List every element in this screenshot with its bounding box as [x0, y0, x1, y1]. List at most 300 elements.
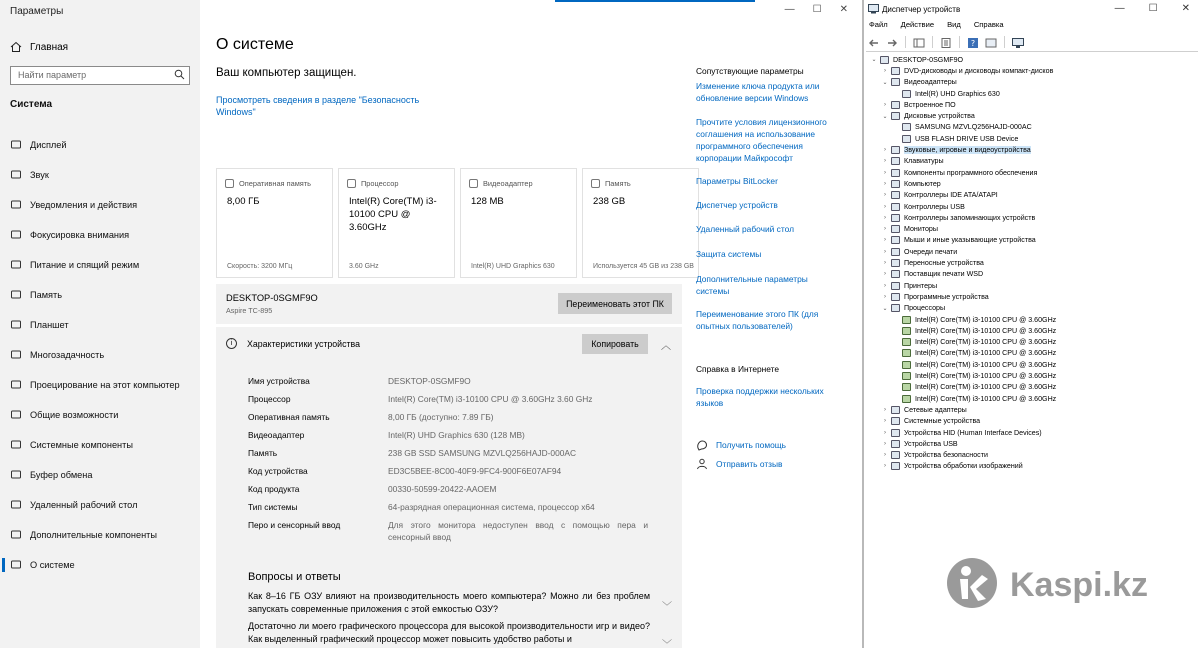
- sidebar-item-label: Фокусировка внимания: [30, 230, 130, 240]
- device-tree-node[interactable]: [892, 393, 1056, 404]
- device-tree-label: USB FLASH DRIVE USB Device: [915, 134, 1019, 143]
- device-tree-label: Очереди печати: [904, 247, 958, 256]
- device-tree-label: Компоненты программного обеспечения: [904, 168, 1038, 177]
- spec-value: Intel(R) Core(TM) i3-10100 CPU @ 3.60GHz 3.60 GHz: [388, 394, 593, 404]
- display-icon: [10, 139, 22, 151]
- related-link[interactable]: Изменение ключа продукта или обновление версии Windows: [696, 81, 820, 103]
- device-tree-label: Intel(R) Core(TM) i3-10100 CPU @ 3.60GHz: [915, 349, 1057, 358]
- help-icon: [696, 439, 708, 451]
- storage-controller-icon: [891, 214, 900, 222]
- spec-key: Код устройства: [248, 466, 308, 476]
- device-tree-label: Intel(R) Core(TM) i3-10100 CPU @ 3.60GHz: [915, 372, 1057, 381]
- device-tree-node[interactable]: [881, 246, 957, 257]
- properties-icon[interactable]: [939, 36, 953, 48]
- maximize-icon[interactable]: ☐: [1148, 3, 1158, 14]
- device-tree-node[interactable]: [881, 111, 975, 122]
- sidebar-item[interactable]: [0, 160, 200, 190]
- device-tree-label: DESKTOP-0SGMF9O: [893, 55, 964, 64]
- device-tree-node[interactable]: [881, 291, 989, 302]
- sidebar-item-label: Проецирование на этот компьютер: [30, 380, 180, 390]
- toolbar-separator: [905, 36, 906, 48]
- menu-help[interactable]: Справка: [973, 20, 1004, 29]
- shared-experiences-icon: [10, 409, 22, 421]
- device-tree-label: DVD-дисководы и дисководы компакт-дисков: [904, 66, 1054, 75]
- maximize-icon[interactable]: ☐: [812, 4, 822, 15]
- minimize-icon[interactable]: —: [784, 4, 795, 15]
- display-adapter-icon: [902, 90, 911, 98]
- window-controls: [1115, 3, 1190, 14]
- gpu-icon: [469, 179, 478, 188]
- device-tree-node[interactable]: [892, 314, 1056, 325]
- collapsed-arrow-icon[interactable]: ›: [884, 180, 886, 187]
- card-value: 128 MB: [471, 196, 504, 207]
- back-icon[interactable]: [867, 36, 881, 48]
- collapsed-arrow-icon[interactable]: ›: [884, 406, 886, 413]
- sidebar-item[interactable]: [0, 250, 200, 280]
- device-tree-node[interactable]: [892, 382, 1056, 393]
- window-title: Параметры: [10, 6, 64, 17]
- card-value: 238 GB: [593, 196, 626, 207]
- device-manager-toolbar: [864, 33, 1200, 50]
- printer-icon: [891, 282, 900, 290]
- collapsed-arrow-icon[interactable]: ›: [884, 101, 886, 108]
- feedback-icon: [696, 458, 708, 470]
- card-title: Процессор: [361, 179, 399, 188]
- send-feedback-label: Отправить отзыв: [716, 459, 783, 469]
- portable-device-icon: [891, 259, 900, 267]
- collapsed-arrow-icon[interactable]: ›: [884, 463, 886, 470]
- spec-key: Имя устройства: [248, 376, 310, 386]
- system-components-icon: [10, 439, 22, 451]
- spec-value: 238 GB SSD SAMSUNG MZVLQ256HAJD-000AC: [388, 448, 577, 458]
- close-icon[interactable]: ✕: [839, 4, 848, 15]
- device-tree-label: Программные устройства: [904, 292, 989, 301]
- related-heading: Сопутствующие параметры: [696, 66, 804, 76]
- processor-icon: [902, 372, 911, 380]
- spec-value: Intel(R) UHD Graphics 630 (128 MB): [388, 430, 525, 440]
- software-component-icon: [891, 169, 900, 177]
- sidebar-item[interactable]: [0, 400, 200, 430]
- processor-icon: [891, 304, 900, 312]
- display-adapter-icon: [891, 78, 900, 86]
- spec-value: Для этого монитора недоступен ввод с помощью пера и сенсорный ввод: [388, 520, 648, 542]
- device-tree-label: Процессоры: [904, 304, 946, 313]
- device-tree-label: Intel(R) Core(TM) i3-10100 CPU @ 3.60GHz: [915, 326, 1057, 335]
- web-help-link[interactable]: Проверка поддержки нескольких языков: [696, 386, 824, 408]
- device-tree-node[interactable]: [881, 450, 988, 461]
- processor-icon: [902, 327, 911, 335]
- sidebar-item[interactable]: [0, 310, 200, 340]
- device-tree-node[interactable]: [892, 325, 1056, 336]
- device-manager-title: Диспетчер устройств: [882, 5, 961, 14]
- device-tree-label: Сетевые адаптеры: [904, 405, 967, 414]
- faq-question[interactable]: Достаточно ли моего графического процессора для высокой производительности игр и видео? Как выделенный графический процессор может повысить удобство работы и: [248, 621, 650, 644]
- device-tree-label: Устройства безопасности: [904, 451, 988, 460]
- svg-text:?: ?: [970, 38, 976, 48]
- remote-desktop-icon: [10, 499, 22, 511]
- device-tree-label: Intel(R) Core(TM) i3-10100 CPU @ 3.60GHz: [915, 360, 1057, 369]
- settings-main: [200, 0, 862, 648]
- ram-icon: [225, 179, 234, 188]
- device-tree-node[interactable]: [892, 337, 1056, 348]
- sound-icon: [10, 169, 22, 181]
- about-icon: [10, 559, 22, 571]
- sidebar-item-label: Буфер обмена: [30, 470, 93, 480]
- collapsed-arrow-icon[interactable]: ›: [884, 271, 886, 278]
- info-icon: i: [226, 338, 237, 349]
- collapsed-arrow-icon[interactable]: ›: [884, 452, 886, 459]
- hid-icon: [891, 429, 900, 437]
- collapsed-arrow-icon[interactable]: ›: [884, 67, 886, 74]
- card-ram: [216, 168, 333, 278]
- device-tree-label: Intel(R) Core(TM) i3-10100 CPU @ 3.60GHz: [915, 394, 1057, 403]
- sidebar-item[interactable]: [0, 490, 200, 520]
- get-help-label: Получить помощь: [716, 440, 786, 450]
- menu-view[interactable]: Вид: [947, 20, 961, 29]
- sidebar-item-label: О системе: [30, 560, 75, 570]
- card-title: Оперативная память: [239, 179, 312, 188]
- spec-key: Оперативная память: [248, 412, 330, 422]
- disk-icon: [591, 179, 600, 188]
- spec-key: Процессор: [248, 394, 291, 404]
- mouse-icon: [891, 236, 900, 244]
- sidebar-item-label: Многозадачность: [30, 350, 105, 360]
- usb-device-icon: [891, 440, 900, 448]
- device-tree-node[interactable]: [881, 190, 998, 201]
- kaspi-watermark: [946, 557, 1176, 613]
- software-device-icon: [891, 293, 900, 301]
- device-tree-label: Дисковые устройства: [904, 112, 975, 121]
- focus-assist-icon: [10, 229, 22, 241]
- rename-pc-button[interactable]: Переименовать этот ПК: [558, 293, 672, 314]
- collapsed-arrow-icon[interactable]: ›: [884, 169, 886, 176]
- device-tree-node[interactable]: [881, 235, 1036, 246]
- card-value: 8,00 ГБ: [227, 196, 260, 207]
- kaspi-logo-icon: [946, 557, 998, 614]
- device-tree-node[interactable]: [881, 65, 1053, 76]
- device-tree-label: Контроллеры USB: [904, 202, 965, 211]
- device-specs-header[interactable]: [216, 327, 682, 362]
- disk-drive-icon: [902, 123, 911, 131]
- device-tree-node[interactable]: [881, 280, 937, 291]
- expanded-arrow-icon[interactable]: ⌄: [882, 113, 888, 120]
- device-tree-node[interactable]: [892, 370, 1056, 381]
- device-tree-label: Переносные устройства: [904, 259, 984, 268]
- spec-value: 64-разрядная операционная система, процессор x64: [388, 502, 595, 512]
- toolbar-separator: [932, 36, 933, 48]
- device-tree-label: Мыши и иные указывающие устройства: [904, 236, 1036, 245]
- sidebar-item[interactable]: [0, 550, 200, 580]
- device-tree-node[interactable]: [892, 88, 1000, 99]
- device-specs-title: Характеристики устройства: [247, 339, 360, 349]
- device-tree-node[interactable]: [881, 201, 965, 212]
- chevron-up-icon[interactable]: ︿: [661, 341, 671, 352]
- device-tree-label: Клавиатуры: [904, 157, 944, 166]
- forward-icon[interactable]: [885, 36, 899, 48]
- spec-value: 8,00 ГБ (доступно: 7.89 ГБ): [388, 412, 494, 422]
- card-sub: Скорость: 3200 МГц: [227, 262, 293, 270]
- disk-drive-icon: [891, 112, 900, 120]
- related-link[interactable]: Удаленный рабочий стол: [696, 224, 794, 234]
- security-details-link[interactable]: Просмотреть сведения в разделе "Безопасность Windows": [216, 95, 420, 117]
- sidebar-item-label: Питание и спящий режим: [30, 260, 140, 270]
- processor-icon: [902, 361, 911, 369]
- sidebar-item[interactable]: [0, 190, 200, 220]
- collapsed-arrow-icon[interactable]: ›: [884, 293, 886, 300]
- spec-value: ED3C5BEE-8C00-40F9-9FC4-900F6E07AF94: [388, 466, 562, 476]
- card-title: Видеоадаптер: [483, 179, 533, 188]
- related-link[interactable]: Дополнительные параметры системы: [696, 274, 808, 296]
- device-tree-node[interactable]: [881, 416, 980, 427]
- menu-action[interactable]: Действие: [900, 20, 935, 29]
- device-tree-node[interactable]: [892, 359, 1056, 370]
- search-input[interactable]: [10, 66, 190, 85]
- sound-device-icon: [891, 146, 900, 154]
- menu-file[interactable]: Файл: [869, 20, 888, 29]
- nav-section-title: Система: [10, 99, 53, 110]
- sidebar-item-label: Дополнительные компоненты: [30, 530, 157, 540]
- scan-hardware-icon[interactable]: [1011, 36, 1025, 48]
- chevron-down-icon[interactable]: ﹀: [662, 640, 672, 648]
- device-tree-label: Контроллеры IDE ATA/ATAPI: [904, 191, 998, 200]
- monitor-icon: [891, 225, 900, 233]
- sidebar-item[interactable]: [0, 370, 200, 400]
- keyboard-icon: [891, 157, 900, 165]
- card-title: Память: [605, 179, 631, 188]
- device-tree-label: Устройства USB: [904, 439, 958, 448]
- protection-status: Ваш компьютер защищен.: [216, 67, 357, 79]
- device-name-row: [216, 284, 682, 324]
- expanded-arrow-icon[interactable]: ⌄: [882, 79, 888, 86]
- collapsed-arrow-icon[interactable]: ›: [884, 226, 886, 233]
- tablet-icon: [10, 319, 22, 331]
- collapsed-arrow-icon[interactable]: ›: [884, 260, 886, 267]
- device-tree-label: Мониторы: [904, 225, 938, 234]
- help-icon[interactable]: [966, 36, 980, 48]
- sidebar-item-label: Удаленный рабочий стол: [30, 500, 138, 510]
- search-icon[interactable]: [174, 69, 185, 82]
- minimize-icon[interactable]: —: [1114, 3, 1125, 14]
- card-sub: 3.60 GHz: [349, 262, 379, 270]
- clipboard-icon: [10, 469, 22, 481]
- collapsed-arrow-icon[interactable]: ›: [884, 158, 886, 165]
- device-tree-label: SAMSUNG MZVLQ256HAJD-000AC: [915, 123, 1032, 132]
- sidebar-item[interactable]: [0, 340, 200, 370]
- usb-controller-icon: [891, 203, 900, 211]
- home-icon: [10, 41, 22, 53]
- device-tree-node[interactable]: [881, 224, 938, 235]
- computer-icon: [880, 56, 889, 64]
- search-placeholder: Найти параметр: [18, 70, 87, 80]
- device-tree-node[interactable]: [881, 212, 1035, 223]
- chevron-down-icon[interactable]: ﹀: [662, 602, 672, 613]
- processor-icon: [902, 383, 911, 391]
- get-help-link[interactable]: [696, 439, 786, 451]
- device-tree-node[interactable]: [881, 303, 945, 314]
- cpu-icon: [347, 179, 356, 188]
- device-tree-label: Системные устройства: [904, 417, 981, 426]
- multitasking-icon: [10, 349, 22, 361]
- card-cpu: [338, 168, 455, 278]
- toolbar-separator: [1004, 36, 1005, 48]
- toolbar-separator: [959, 36, 960, 48]
- processor-icon: [902, 395, 911, 403]
- send-feedback-link[interactable]: [696, 458, 782, 470]
- device-manager-icon: [868, 4, 879, 14]
- device-tree-label: Контроллеры запоминающих устройств: [904, 213, 1036, 222]
- device-tree-label: Видеоадаптеры: [904, 78, 957, 87]
- related-link[interactable]: Переименование этого ПК (для опытных пользователей): [696, 309, 819, 331]
- faq-heading: Вопросы и ответы: [248, 571, 341, 583]
- sidebar-item-label: Звук: [30, 170, 49, 180]
- spec-cards: [216, 168, 699, 278]
- card-sub: Используется 45 GB из 238 GB: [593, 262, 694, 270]
- computer-icon: [891, 180, 900, 188]
- spec-key: Код продукта: [248, 484, 300, 494]
- device-manager-window: [864, 0, 1200, 648]
- processor-icon: [902, 349, 911, 357]
- imaging-device-icon: [891, 462, 900, 470]
- power-icon: [10, 259, 22, 271]
- card-storage: [582, 168, 699, 278]
- firmware-icon: [891, 101, 900, 109]
- sidebar-item[interactable]: [0, 520, 200, 550]
- device-tree-node[interactable]: [881, 178, 941, 189]
- window-controls: [785, 4, 848, 15]
- device-tree-label: Поставщик печати WSD: [904, 270, 984, 279]
- collapsed-arrow-icon[interactable]: ›: [884, 440, 886, 447]
- device-tree-label: Устройства обработки изображений: [904, 462, 1023, 471]
- collapsed-arrow-icon[interactable]: ›: [884, 147, 886, 154]
- copy-button[interactable]: Копировать: [582, 334, 648, 354]
- show-hide-tree-icon[interactable]: [912, 36, 926, 48]
- network-adapter-icon: [891, 406, 900, 414]
- faq-section: [216, 562, 682, 648]
- sidebar-item-label: Уведомления и действия: [30, 200, 138, 210]
- device-specs-table: [216, 362, 682, 562]
- device-tree-node[interactable]: [881, 167, 1037, 178]
- system-device-icon: [891, 417, 900, 425]
- sidebar-item[interactable]: [0, 280, 200, 310]
- device-tree-node[interactable]: [881, 156, 944, 167]
- related-link[interactable]: Диспетчер устройств: [696, 200, 778, 210]
- close-icon[interactable]: ✕: [1181, 3, 1190, 14]
- sidebar-item-label: Планшет: [30, 320, 69, 330]
- device-tree-node[interactable]: [881, 99, 956, 110]
- collapsed-arrow-icon[interactable]: ›: [884, 237, 886, 244]
- card-gpu: [460, 168, 577, 278]
- collapsed-arrow-icon[interactable]: ›: [884, 192, 886, 199]
- faq-question[interactable]: Как 8–16 ГБ ОЗУ влияют на производительность моего компьютера? Можно ли без проблем запускать современные приложения с этой емкостью ОЗУ?: [248, 591, 650, 614]
- settings-sidebar: [0, 0, 200, 648]
- device-tree-node[interactable]: [881, 144, 1031, 155]
- security-device-icon: [891, 451, 900, 459]
- sidebar-item-label: Дисплей: [30, 140, 67, 150]
- device-tree-node[interactable]: [881, 404, 967, 415]
- spec-key: Видеоадаптер: [248, 430, 305, 440]
- device-tree-label: Intel(R) Core(TM) i3-10100 CPU @ 3.60GHz: [915, 383, 1057, 392]
- card-value: Intel(R) Core(TM) i3-10100 CPU @ 3.60GHz: [349, 196, 437, 233]
- sidebar-item-label: Общие возможности: [30, 410, 119, 420]
- device-tree-label: Intel(R) Core(TM) i3-10100 CPU @ 3.60GHz: [915, 315, 1057, 324]
- device-model: Aspire TC-895: [226, 306, 273, 315]
- storage-icon: [10, 289, 22, 301]
- related-link[interactable]: Параметры BitLocker: [696, 176, 778, 186]
- collapsed-arrow-icon[interactable]: ›: [884, 214, 886, 221]
- accent-line: [555, 0, 755, 2]
- expanded-arrow-icon[interactable]: ⌄: [871, 57, 877, 64]
- device-tree-label: Компьютер: [904, 179, 941, 188]
- disk-drive-icon: [902, 135, 911, 143]
- spec-value: 00330-50599-20422-AAOEM: [388, 484, 497, 494]
- processor-icon: [902, 338, 911, 346]
- page-title: О системе: [216, 36, 294, 53]
- sidebar-item[interactable]: [0, 220, 200, 250]
- related-link[interactable]: Защита системы: [696, 249, 762, 259]
- spec-key: Перо и сенсорный ввод: [248, 520, 341, 530]
- device-manager-menu: [864, 20, 1200, 33]
- sidebar-item[interactable]: [0, 430, 200, 460]
- web-help-heading: Справка в Интернете: [696, 364, 780, 374]
- projecting-icon: [10, 379, 22, 391]
- nav-list: [0, 130, 200, 580]
- device-tree-node[interactable]: [870, 54, 963, 65]
- device-tree-node[interactable]: [881, 77, 957, 88]
- print-queue-icon: [891, 248, 900, 256]
- sidebar-item-label: Память: [30, 290, 62, 300]
- device-tree-node[interactable]: [881, 269, 983, 280]
- device-tree-label: Устройства HID (Human Interface Devices): [904, 428, 1042, 437]
- related-link[interactable]: Прочтите условия лицензионного соглашения на использование программного обеспечения корпорации Майкрософт: [696, 117, 827, 163]
- spec-value: DESKTOP-0SGMF9O: [388, 376, 471, 386]
- collapsed-arrow-icon[interactable]: ›: [884, 429, 886, 436]
- processor-icon: [902, 316, 911, 324]
- device-tree-node[interactable]: [892, 133, 1018, 144]
- dvd-icon: [891, 67, 900, 75]
- device-tree-node[interactable]: [881, 438, 958, 449]
- wsd-print-icon: [891, 270, 900, 278]
- device-tree-label: Intel(R) Core(TM) i3-10100 CPU @ 3.60GHz: [915, 338, 1057, 347]
- update-driver-icon[interactable]: [984, 36, 998, 48]
- expanded-arrow-icon[interactable]: ⌄: [882, 305, 888, 312]
- device-tree-label: Принтеры: [904, 281, 938, 290]
- collapsed-arrow-icon[interactable]: ›: [884, 418, 886, 425]
- device-tree-node[interactable]: [892, 348, 1056, 359]
- collapsed-arrow-icon[interactable]: ›: [884, 248, 886, 255]
- nav-home[interactable]: [10, 38, 68, 56]
- device-tree-node[interactable]: [881, 257, 984, 268]
- nav-home-label: Главная: [30, 41, 69, 53]
- collapsed-arrow-icon[interactable]: ›: [884, 203, 886, 210]
- notifications-icon: [10, 199, 22, 211]
- device-tree-node[interactable]: [881, 427, 1042, 438]
- sidebar-item-label: Системные компоненты: [30, 440, 133, 450]
- sidebar-item[interactable]: [0, 460, 200, 490]
- device-tree-label: Звуковые, игровые и видеоустройства: [904, 146, 1031, 155]
- device-tree-node[interactable]: [881, 461, 1023, 472]
- device-name: DESKTOP-0SGMF9O: [226, 293, 318, 303]
- card-sub: Intel(R) UHD Graphics 630: [471, 262, 555, 270]
- collapsed-arrow-icon[interactable]: ›: [884, 282, 886, 289]
- sidebar-item[interactable]: [0, 130, 200, 160]
- kaspi-watermark-text: Kaspi.kz: [1010, 565, 1148, 604]
- device-tree-label: Встроенное ПО: [904, 100, 956, 109]
- device-tree-node[interactable]: [892, 122, 1032, 133]
- spec-key: Память: [248, 448, 278, 458]
- optional-features-icon: [10, 529, 22, 541]
- ide-controller-icon: [891, 191, 900, 199]
- device-tree-label: Intel(R) UHD Graphics 630: [915, 89, 1000, 98]
